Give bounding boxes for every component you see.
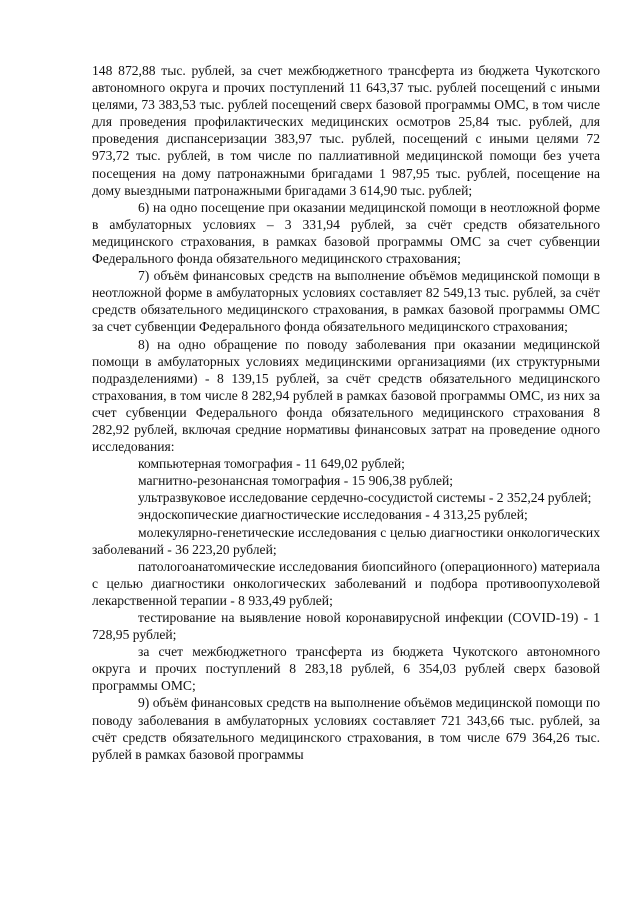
paragraph-endoscopy: эндоскопические диагностические исследования - 4 313,25 рублей;	[138, 507, 528, 523]
document-page	[92, 62, 600, 763]
paragraph-ct: компьютерная томография - 11 649,02 рублей;	[138, 456, 405, 472]
paragraph-continuation: 148 872,88 тыс. рублей, за счет межбюджетного трансферта из бюджета Чукотского автономного округа и прочих поступлений 11 643,37 тыс. рублей посещений с иными целями, 73 383,53 тыс. рублей посещений сверх базовой программы ОМС, в том числе для проведения профилактических медицинских осмотров 25,84 тыс. рублей, для проведения диспансеризации 383,97 тыс. рублей, посещений с иными целями 72 973,72 тыс. рублей, в том числе по паллиативной медицинской помощи без учета посещения на дому патронажными бригадами 1 987,95 тыс. рублей, посещение на дому выездными патронажными бригадами 3 614,90 тыс. рублей;	[92, 63, 600, 198]
paragraph-item-6: 6) на одно посещение при оказании медицинской помощи в неотложной форме в амбулаторных условиях – 3 331,94 рублей, за счёт средств обязательного медицинского страхования, в рамках базовой программы ОМС за счет субвенции Федерального фонда обязательного медицинского страхования;	[92, 199, 600, 267]
paragraph-pathology: патологоанатомические исследования биопсийного (операционного) материала с целью диагностики онкологических заболеваний и подбора противоопухолевой лекарственной терапии - 8 933,49 рублей;	[92, 558, 600, 608]
paragraph-covid-testing: тестирование на выявление новой коронавирусной инфекции (COVID-19) - 1 728,95 рублей;	[92, 610, 600, 643]
paragraph-item-7: 7) объём финансовых средств на выполнение объёмов медицинской помощи в неотложной форме в амбулаторных условиях составляет 82 549,13 тыс. рублей, за счёт средств обязательного медицинского страхования, в рамках базовой программы ОМС за счет субвенции Федерального фонда обязательного медицинского страхования;	[92, 268, 600, 335]
paragraph-interbudget-transfer: за счет межбюджетного трансферта из бюджета Чукотского автономного округа и прочих поступлений 8 283,18 рублей, 6 354,03 рублей сверх базовой программы ОМС;	[92, 644, 600, 694]
paragraph-item-8: 8) на одно обращение по поводу заболевания при оказании медицинской помощи в амбулаторных условиях медицинскими организациями (их структурными подразделениями) - 8 139,15 рублей, за счёт средств обязательного медицинского страхования, в том числе 8 282,94 рублей в рамках базовой программы ОМС, из них за счет субвенции Федерального фонда обязательного медицинского страхования 8 282,92 рублей, включая средние нормативы финансовых затрат на проведение одного исследования:	[92, 336, 600, 455]
paragraph-ultrasound: ультразвуковое исследование сердечно-сосудистой системы - 2 352,24 рублей;	[138, 490, 592, 506]
paragraph-molecular-genetic: молекулярно-генетические исследования с целью диагностики онкологических заболеваний - 36 223,20 рублей;	[92, 524, 600, 557]
paragraph-item-9: 9) объём финансовых средств на выполнение объёмов медицинской помощи по поводу заболевания в амбулаторных условиях составляет 721 343,66 тыс. рублей, за счёт средств обязательного медицинского страхования, в том числе 679 364,26 тыс. рублей в рамках базовой программы	[92, 695, 600, 762]
paragraph-mri: магнитно-резонансная томография - 15 906,38 рублей;	[138, 473, 454, 489]
